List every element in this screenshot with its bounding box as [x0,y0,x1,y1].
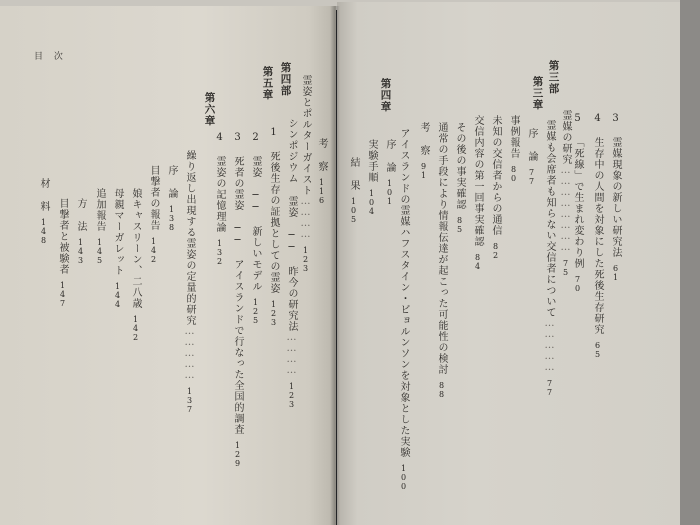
toc-entry: 霊媒の研究……………………75 [560,110,571,277]
toc-entry: 序 論77 [526,128,537,186]
toc-entry: アイスランドの霊媒ハフスタイン・ビョルンソンを対象とした実験100 [398,128,409,491]
toc-entry: 方 法143 [75,198,86,265]
part-heading: 第四部 [279,62,292,97]
toc-entry: 結 果105 [348,157,359,224]
toc-entry: 考 察116 [316,138,327,205]
toc-entry: 霊姿とポルターガイスト…………123 [300,75,311,273]
toc-entry: シンポジウム 霊姿 ── 昨今の研究法…………123 [286,118,297,409]
toc-entry: 5 「死線」で生まれ変わり例70 [572,113,583,293]
toc-entry: 目撃者と被験者147 [57,198,68,308]
toc-entry: 2 霊姿 ── 新しいモデル125 [250,132,261,325]
toc-entry: その後の事実確認85 [454,122,465,234]
toc-entry: 通常の手段により情報伝達が起こった可能性の検討88 [436,122,447,399]
book-gutter [330,6,340,525]
toc-entry: 4 霊姿の記憶理論132 [214,132,225,266]
toc-entry: 考 察91 [418,122,429,180]
toc-entry: 追加報告145 [94,188,105,265]
toc-entry: 交信内容の第一回事実確認84 [472,115,483,271]
toc-entry: 娘キャスリーン、二八歳142 [130,188,141,342]
toc-entry: 目撃者の報告142 [148,165,159,264]
toc-entry: 3 霊媒現象の新しい研究法61 [610,113,621,282]
chapter-heading: 第四章 [379,78,392,113]
toc-entry: 4 生存中の人間を対象にした死後生存研究65 [592,113,603,359]
toc-entry: 序 論101 [384,139,395,206]
page-edge [680,0,700,525]
toc-entry: 繰り返し出現する霊姿の定量的研究……………137 [184,150,195,414]
chapter-heading: 第三章 [531,76,544,111]
toc-entry: 1 死後生存の証拠としての霊姿123 [268,127,279,327]
page-header: 目 次 [34,52,67,62]
toc-entry: 材 料148 [38,178,49,245]
toc-entry: 3 死者の霊姿 ── アイスランドで行なった全国的調査129 [232,132,243,468]
toc-entry: 未知の交信者からの通信82 [490,115,501,260]
toc-entry: 事例報告80 [508,115,519,183]
toc-entry: 実験手順104 [366,139,377,216]
toc-entry: 霊媒も会席者も知らない交信者について……………77 [544,120,555,397]
part-heading: 第三部 [547,60,560,95]
toc-entry: 母親マーガレット144 [112,188,123,309]
chapter-heading: 第六章 [203,92,216,127]
chapter-heading: 第五章 [261,66,274,101]
toc-entry: 序 論138 [166,165,177,232]
